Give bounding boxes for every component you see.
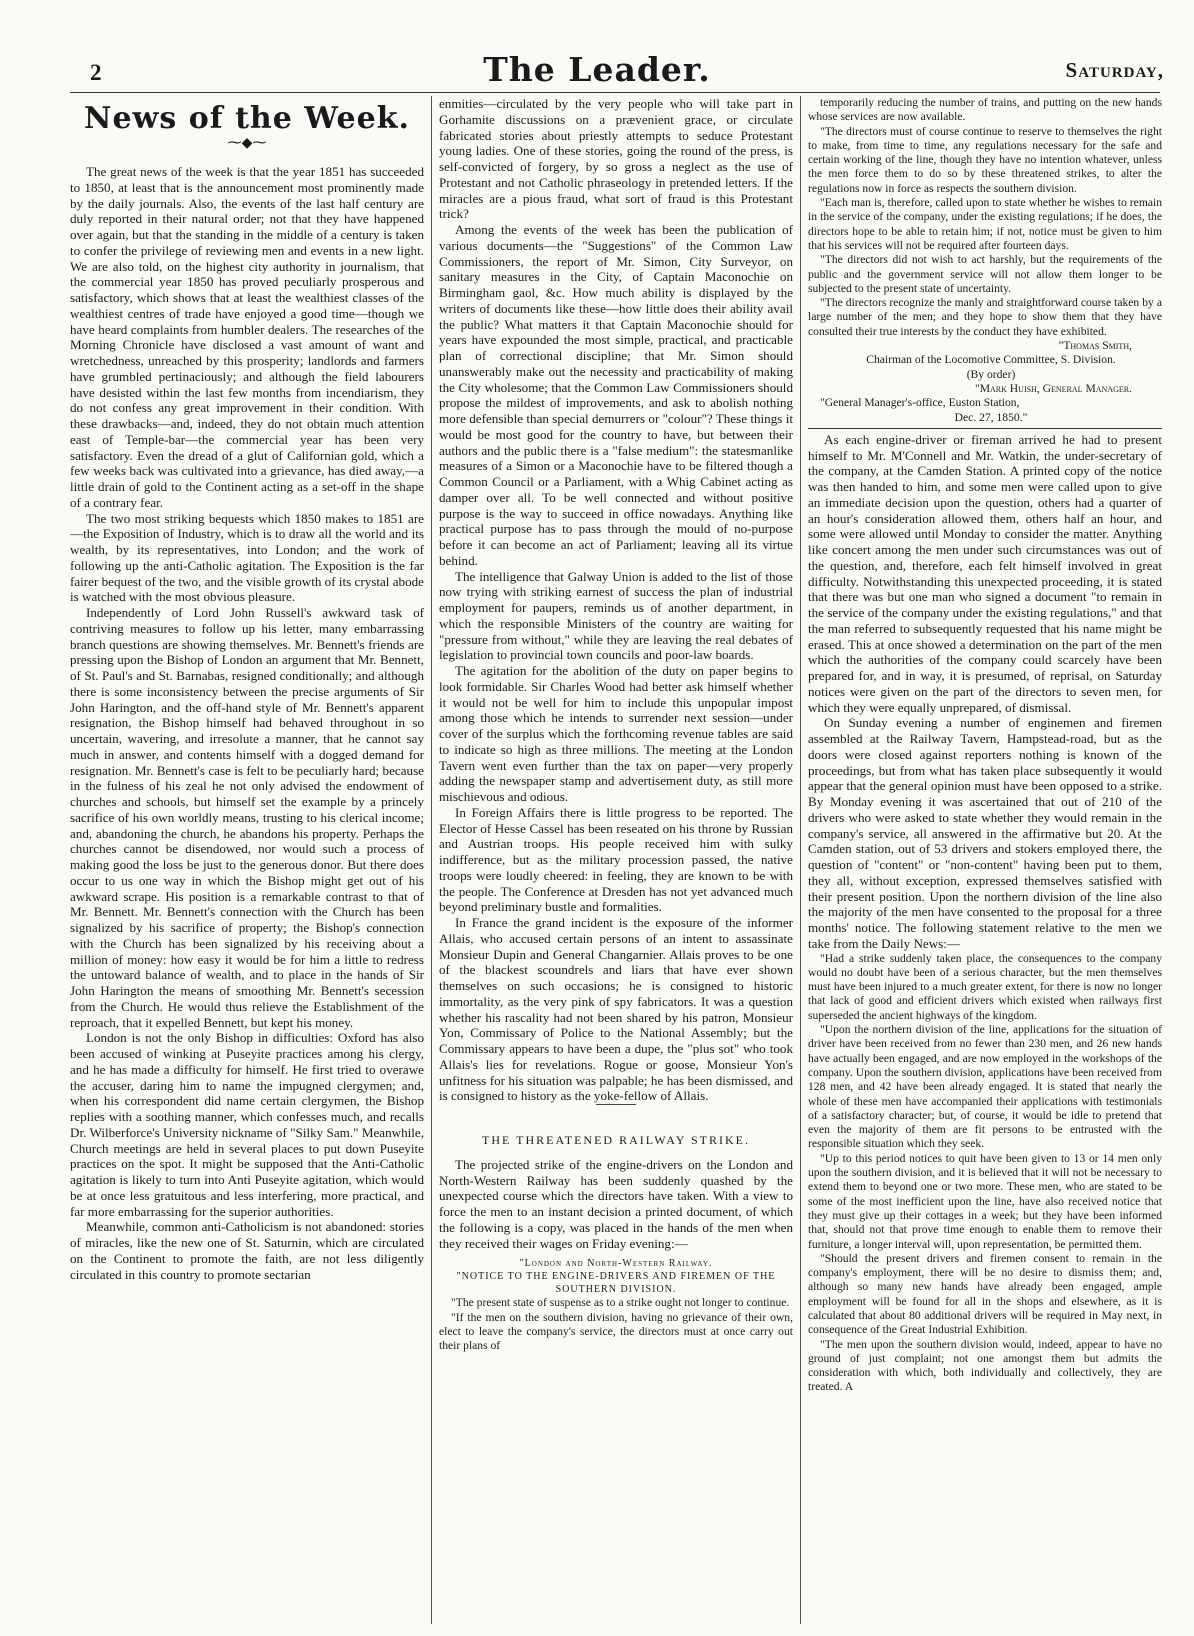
- notice-heading: "London and North-Western Railway.: [519, 1258, 713, 1270]
- header-rule: [70, 92, 1160, 93]
- quoted-paragraph: "Upon the northern division of the line, applications for the situation of driver have been received from no fewer than 230 men, and 26 new hands have actually been engaged, and are now employed in the workshops of the company. Upon the southern division, applications have been received from 128 men, and 42 have been already engaged. It is stated that nearly the whole of these men have accompanied their applications with testimonials of a satisfactory character; but, of course, it would be idle to pretend that even the majority of them are fit persons to be entrusted with the responsible situation which they seek.: [808, 1023, 1162, 1151]
- quoted-paragraph: "The directors did not wish to act harshly, but the requirements of the public and the government service will not allow them longer to be subjected to the present state of uncertainty.: [808, 253, 1162, 295]
- quoted-paragraph: "Each man is, therefore, called upon to state whether he wishes to remain in the service of the company, under the existing regulations; if he does, the directors hope to be able to retain him; if not, notice must be given to him that his services will not be required after fourteen days.: [808, 196, 1162, 252]
- column-rule: [800, 96, 801, 1624]
- column-rule: [431, 96, 432, 1624]
- column-3: [808, 96, 1162, 1630]
- page-number: 2: [90, 60, 102, 85]
- paragraph: The intelligence that Galway Union is added to the list of those now trying with striking earnest of success the plan of industrial employment for paupers, reminds us of another department, in which the responsible Ministers of the country are waiting for "pressure from without," while they are leaving the real debates of legislation to provincial town councils and poor-law boards.: [439, 568, 793, 663]
- signature-date: Dec. 27, 1850.": [954, 410, 1028, 424]
- divider: [808, 428, 1162, 429]
- signature-order: (By order): [966, 367, 1016, 381]
- quoted-paragraph: "The directors recognize the manly and straightforward course taken by a large number of the men; and they hope to show them that they have consulted their true interests by the conduct they have exhibited.: [808, 296, 1162, 338]
- quoted-paragraph: "Had a strike suddenly taken place, the consequences to the company would no doubt have been of a serious character, but the men themselves must have been injured to a much greater extent, for there is now no longer that lack of good and efficient drivers which existed when railways first superseded the ancient highways of the kingdom.: [808, 951, 1162, 1022]
- paragraph: The great news of the week is that the year 1851 has succeeded to 1850, at least that is the announcement most prominently made by the daily journals. Also, the events of the last half century are duly reported in their natural order; not that they have happened over again, but that the standing in the middle of a century is taken to confer the privilege of reviewing men and events in a new light. We are also told, on the highest city authority in journalism, that the commercial year 1850 has proved peculiarly prosperous and satisfactory, which shows that at least the wealthiest classes of the wealthiest centres of trade have enjoyed a good time—though we have heard complaints from humbler dealers. The researches of the Morning Chronicle have disclosed a vast amount of want and wretchedness, unreached by this prosperity; landlords and farmers have grumbled pertinaciously; and although the field labourers have desisted within the last few months from incendiarism, they do not confess any great improvement in their condition. With these drawbacks—and, indeed, they do not obtain much attention east of Temple-bar—the commercial year has been very satisfactory. Even the dread of a glut of Californian gold, which a few weeks back was cultivated into a grievance, has died away,—a little drain of gold to the Continent acting as a set-off in the shape of a contrary fear.: [70, 164, 424, 510]
- quoted-paragraph: "Should the present drivers and firemen consent to remain in the company's employment, there will be no desire to dismiss them; and, although so many new hands have already been engaged, ample employment will be found for all in the shops and elsewhere, as it is calculated that about 80 additional drivers will be required in May next, in consequence of the Great Industrial Exhibition.: [808, 1251, 1162, 1337]
- signature-address: "General Manager's-office, Euston Station,: [820, 396, 1020, 410]
- notice-subheading: "NOTICE TO THE ENGINE-DRIVERS AND FIREMEN OF THE SOUTHERN DIVISION.: [456, 1271, 776, 1296]
- signature: "Thomas Smith,: [1058, 339, 1132, 353]
- paragraph: Meanwhile, common anti-Catholicism is not abandoned: stories of miracles, like the new one of St. Saturnin, which are circulated on the Continent to promote the faith, are not less diligently circulated in this country to promote sectarian: [70, 1219, 424, 1282]
- column-1: [70, 96, 424, 1630]
- signature: "Mark Huish, General Manager.: [974, 381, 1132, 395]
- paragraph: As each engine-driver or fireman arrived he had to present himself to Mr. M'Connell and Mr. Watkin, the under-secretary of the company, at the Camden Station. A printed copy of the notice was then handed to him, and some men were called upon to give an immediate decision upon the question, others had a quarter of an hour's consideration allowed them, others half an hour, and some were allowed until Monday to consider the matter. Anything like concert among the men under such circumstances was out of the question, and, therefore, each felt himself involved in great difficulty. Notwithstanding this unexpected proceeding, it is stated that there was but one man who signed a document "to remain in the service of the company under the existing regulations," and that the man referred to subsequently requested that his name might be erased. This at once showed a determination on the part of the men which the authorities of the company could scarcely have been prepared for, and in way, it is presumed, of reprisal, on Saturday notices were given on the part of the directors to seven men, for which they were equally unprepared, of dismissal.: [808, 431, 1162, 715]
- paragraph: London is not the only Bishop in difficulties: Oxford has also been accused of winking at Puseyite practices among his clergy, and he has made a difficulty for himself. He first tried to overawe the accuser, daring him to name the impugned clergymen; and, when his correspondent did name certain clergymen, the Bishop replies with a soothing manner, which confesses much, and recalls Dr. Wilberforce's University nickname of "Silky Sam." Meanwhile, Church meetings are held in several places to put down Puseyite practices on the spot. It might be supposed that the Anti-Catholic agitation is likely to turn into Anti Puseyite agitation, which would be at once less gratuitous and less interfering, more practical, and far more embarrassing for the superior authorities.: [70, 1030, 424, 1219]
- paragraph: enmities—circulated by the very people who will take part in Gorhamite discussions on a prævenient grace, or circulate fabricated stories about priestly attempts to seduce Protestant young ladies. One of these stories, going the round of the press, is self-convicted of forgery, by so gross a neglect as the use of Protestant and not Catholic phraseology in pretended letters. If the miracles are a pious fraud, what sort of fraud is this Protestant trick?: [439, 96, 793, 222]
- paragraph: On Sunday evening a number of enginemen and firemen assembled at the Railway Tavern, Hampstead-road, but as the doors were closed against reporters nothing is known of the proceedings, but from what has taken place subsequently it would appear that the general opinion must have been opposed to a strike. By Monday evening it was ascertained that out of 210 of the drivers who were asked to state whether they would remain in the company's service, all answered in the affirmative but 20. At the Camden station, out of 53 drivers and stokers employed there, the question of "content" or "non-content" having been put to them, they all, without exception, expressed themselves satisfied with their present position. Upon the northern division of the line also the majority of the men have consented to the proposal for a three months' notice. The following statement relative to the men we take from the Daily News:—: [808, 715, 1162, 951]
- paragraph: The projected strike of the engine-drivers on the London and North-Western Railway has been suddenly quashed by the unexpected course which the directors have taken. With a view to force the men to an instant decision a printed document, of which the following is a copy, was placed in the hands of the men when they received their wages on Friday evening:—: [439, 1156, 793, 1251]
- quoted-paragraph: "Up to this period notices to quit have been given to 13 or 14 men only upon the southern division, and it is believed that it will not be necessary to extend them to beyond one or two more. These men, who are stated to be some of the most inefficient upon the line, have also received notice that they must give up their cottages in a week; but they have been informed that, should not that prove time enough to enable them to remove their furniture, a longer interval will, upon representation, be permitted them.: [808, 1151, 1162, 1251]
- signature-title: Chairman of the Locomotive Committee, S. Division.: [866, 353, 1116, 367]
- quoted-paragraph: temporarily reducing the number of trains, and putting on the new hands whose services are now available.: [808, 96, 1162, 124]
- masthead: [0, 0, 1194, 92]
- newspaper-title: The Leader.: [483, 50, 711, 89]
- article-title: THE THREATENED RAILWAY STRIKE.: [482, 1133, 750, 1147]
- quoted-paragraph: "The directors must of course continue to reserve to themselves the right to make, from time to time, any regulations necessary for the safe and certain working of the line, though they have no intention whatever, unless the men force them to do so by these threatened strikes, to alter the regulations now in force as respects the southern division.: [808, 124, 1162, 195]
- section-heading: News of the Week.: [84, 101, 410, 136]
- quoted-paragraph: "The present state of suspense as to a strike ought not longer to continue.: [451, 1296, 790, 1310]
- column-2: [439, 96, 793, 1630]
- page-day: Saturday,: [1065, 58, 1164, 82]
- section-rule: [596, 1104, 636, 1105]
- quoted-paragraph: "The men upon the southern division would, indeed, appear to have no ground of just complaint; not one amongst them but admits the consideration with which, both individually and collectively, they are treated. A: [808, 1337, 1162, 1394]
- paragraph: The agitation for the abolition of the duty on paper begins to look formidable. Sir Charles Wood had better ask himself whether it would not be well for him to include this unpopular impost among those which he intends to surrender next session—under cover of the surplus which the forthcoming revenue tables are said to indicate so high as three millions. The meeting at the London Tavern went even further than the tax on paper—very properly adding the newspaper stamp and advertisement duty, as still more mischievous and odious.: [439, 663, 793, 804]
- paragraph: Among the events of the week has been the publication of various documents—the "Suggestions" of the Common Law Commissioners, the report of Mr. Simon, City Surveyor, on sanitary measures in the City, of Captain Maconochie on Birmingham gaol, &c. How much ability is displayed by the writers of documents like these—how little does their ability avail the public? What matters it that Captain Maconochie should for years have expounded the most simple, practical, and practicable plan of correctional discipline; that Mr. Simon should unanswerably make out the necessity and practicability of making the City wholesome; that the Common Law Commissioners should propose the mildest of improvements, and ask to abolish nothing more defensible than special demurrers or "colour"? These things it would be most good for the country to have, but between their authors and the public there is a "false medium": the statesmanlike measures of a Simon or a Maconochie have to be filtered though a Common Council or a Parliament, with a Whig Cabinet acting as damper over all. To be well connected and without positive purpose is the way to succeed in office nowadays. Anything like practical purpose has to pass through the mould of no-purpose before it can become an act of Parliament; leaving all its virtue behind.: [439, 222, 793, 568]
- paragraph: In France the grand incident is the exposure of the informer Allais, who accused certain persons of an intent to assassinate Monsieur Dupin and General Changarnier. Allais proves to be one of the blackest scoundrels and liars that have ever shown themselves on such occasions; he is consigned to historic immortality, as the very pink of spy fabricators. It was a question whether his rascality had not been shared by his patron, Monsieur Yon, Commissary of Police to the National Assembly; but the Commissary appears to have been a dupe, the "plus sot" who took Allais's lies for revelations. Rogue or goose, Monsieur Yon's unfitness for his situation was palpable; he has been dismissed, and is consigned to history as the yoke-fellow of Allais.: [439, 915, 793, 1104]
- ornament-divider: ⁓◆⁓: [227, 136, 267, 151]
- paragraph: The two most striking bequests which 1850 makes to 1851 are—the Exposition of Industry, which is to draw all the world and its wealth, by its representatives, into London; and the work of following up the anti-Catholic agitation. The Exposition is the far fairer bequest of the two, and the visible growth of its crystal abode is watched with the most obvious pleasure.: [70, 510, 424, 605]
- quoted-paragraph: "If the men on the southern division, having no grievance of their own, elect to leave the company's service, the directors must at once carry out their plans of: [439, 1310, 793, 1353]
- paragraph: In Foreign Affairs there is little progress to be reported. The Elector of Hesse Cassel has been reseated on his throne by Russian and Austrian troops. His people received him with sulky indifference, but as the military procession passed, the native troops were loudly cheered: in feeling, they are known to be with the people. The Conference at Dresden has not yet advanced much beyond preliminary bustle and formalities.: [439, 804, 793, 915]
- paragraph: Independently of Lord John Russell's awkward task of contriving measures to follow up his letter, many embarrassing branch questions are showing themselves. Mr. Bennett's friends are pressing upon the Bishop of London an argument that Mr. Bennett, of St. Paul's and St. Barnabas, resigned conditionally; and although there is some inconsistency between the precise arguments of Sir John Harington, and the off-hand style of Mr. Bennett's apparent resignation, the Bishop himself had behaved throughout in so uncertain, wavering, and irresolute a manner, that he cannot say much in answer, and contents himself with a dogged demand for resignation. Mr. Bennett's case is felt to be peculiarly hard; because in the fulness of his zeal he not only advised the endowment of churches and schools, but himself set the example by a princely sacrifice of his own worldly means, trusting to his clerical income; and, abandoning the church, he abandons his property. Perhaps the churches cannot be disendowed, nor would such a process of making good the loss be just to the generous donor. But there does occur to us one way in which the Bishop might get out of his awkward scrape. His position is a remarkable contrast to that of Mr. Bennett. Mr. Bennett's connection with the Church has been signalized by his sacrifice of property; the Bishop's connection with the Church has been signalized by his receiving about a million of money: how easy it would be for him a little to redress the untoward balance of wealth, and to place in the hands of Sir John Harington the means of smoothing Mr. Bennett's secession from the Church. He would thus relieve the Establishment of the reproach, that it expelled Bennett, but kept his money.: [70, 605, 424, 1030]
